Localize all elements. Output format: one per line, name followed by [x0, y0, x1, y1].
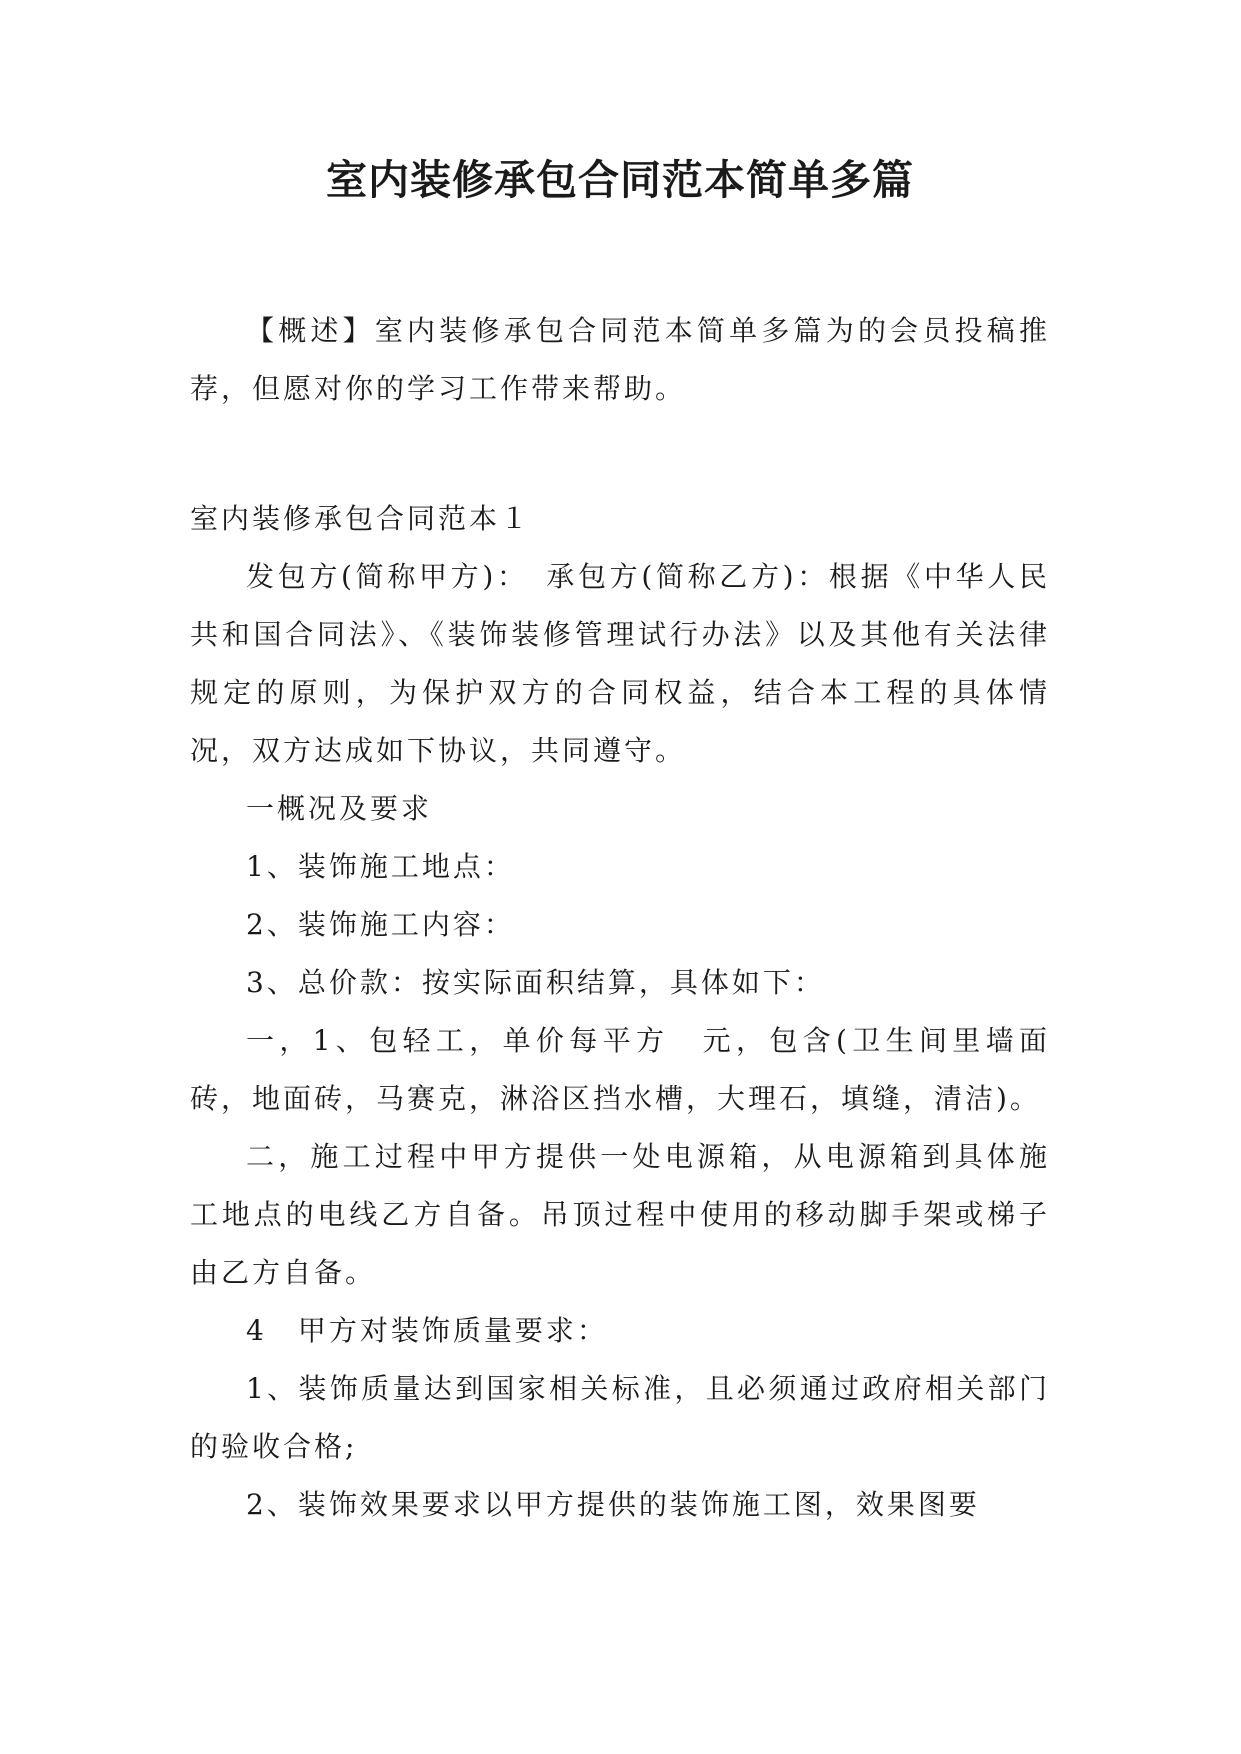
body-paragraph: 发包方(简称甲方)： 承包方(简称乙方)：根据《中华人民共和国合同法》、《装饰装修管理试行办法》以及其他有关法律规定的原则，为保护双方的合同权益，结合本工程的具体情况，双方达成如下协议，共同遵守。: [190, 560, 1050, 767]
body-paragraph: 二，施工过程中甲方提供一处电源箱，从电源箱到具体施工地点的电线乙方自备。吊顶过程中使用的移动脚手架或梯子由乙方自备。: [190, 1140, 1050, 1289]
body-paragraph: 1、装饰质量达到国家相关标准，且必须通过政府相关部门的验收合格;: [190, 1372, 1050, 1463]
document-page: [190, 150, 1050, 1534]
body-paragraph: 2、装饰施工内容：: [246, 908, 515, 941]
summary-paragraph: 【概述】室内装修承包合同范本简单多篇为的会员投稿推荐，但愿对你的学习工作带来帮助。: [190, 314, 1050, 405]
body-paragraph: 2、装饰效果要求以甲方提供的装饰施工图，效果图要: [246, 1488, 980, 1521]
body-paragraph: 一，1、包轻工，单价每平方 元，包含(卫生间里墙面砖，地面砖，马赛克，淋浴区挡水槽，大理石，填缝，清洁)。: [190, 1024, 1050, 1115]
body-paragraph: 一概况及要求: [246, 792, 433, 825]
body-paragraph: 3、总价款：按实际面积结算，具体如下：: [246, 966, 825, 999]
section-heading: 室内装修承包合同范本１: [190, 502, 532, 535]
body-paragraph: 1、装饰施工地点：: [246, 850, 515, 883]
document-title: 室内装修承包合同范本简单多篇: [326, 156, 914, 204]
body-paragraph: 4 甲方对装饰质量要求：: [246, 1314, 608, 1347]
